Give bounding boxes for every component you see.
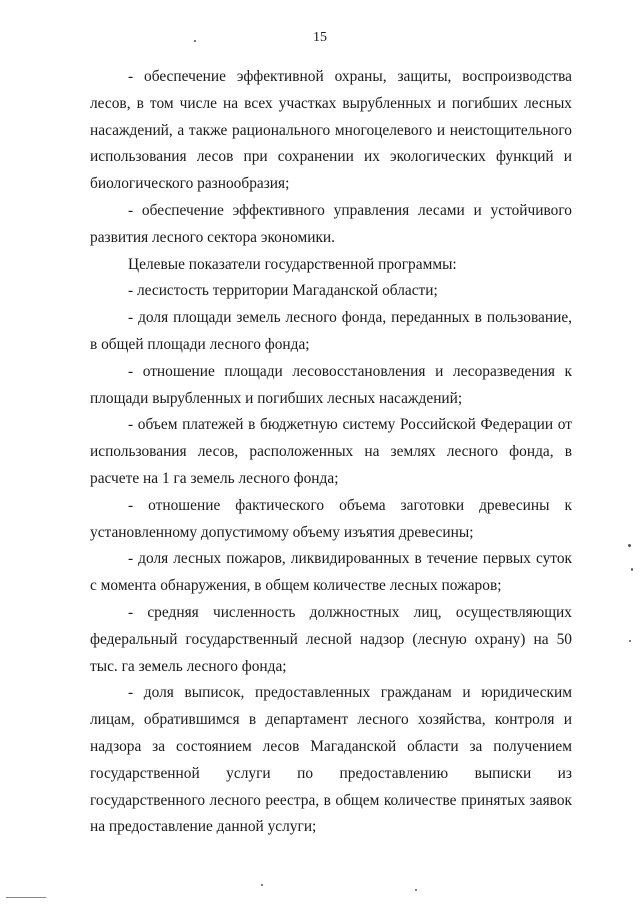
paragraph-forest-management: - обеспечение эффективного управления лесами и устойчивого развития лесного сектора экономики. (90, 201, 572, 246)
scan-speck (415, 889, 417, 891)
paragraph-land-use-share: - доля площади земель лесного фонда, переданных в пользование, в общей площади лесного фонда; (90, 309, 572, 353)
paragraph-supervision-staff: - средняя численность должностных лиц, осуществляющих федеральный государственный лесной надзор (лесную охрану) на 50 тыс. га земель лесного фонда; (90, 603, 572, 675)
paragraph-payments-volume: - объем платежей в бюджетную систему Российской Федерации от использования лесов, расположенных на землях лесного фонда, в расчете на 1 га земель лесного фонда; (90, 416, 572, 487)
paragraph-fires-share: - доля лесных пожаров, ликвидированных в течение первых суток с момента обнаружения, в общем количестве лесных пожаров; (90, 550, 572, 595)
scan-speck (631, 568, 633, 571)
paragraph-reforestation-ratio: - отношение площади лесовосстановления и лесоразведения к площади вырубленных и погибших лесных насаждений; (90, 362, 572, 407)
scan-speck (629, 640, 631, 642)
paragraph-registry-extracts: - доля выписок, предоставленных гражданам и юридическим лицам, обратившимся в департамент лесного хозяйства, контроля и надзора за состоянием лесов Магаданской области за получением государственной услуги по предоставлению выписки из государственного лесного реестра, в общем количестве принятых заявок на предоставление данной услуги; (90, 684, 572, 836)
scan-speck (628, 544, 631, 547)
scan-speck (194, 40, 196, 42)
page-number: 15 (313, 30, 327, 45)
paragraph-targets-heading: Целевые показатели государственной программы: (128, 255, 457, 273)
scan-speck (261, 884, 263, 886)
paragraph-forest-cover: - лесистость территории Магаданской области; (128, 282, 438, 300)
scan-edge-mark (6, 897, 46, 898)
paragraph-timber-harvest-ratio: - отношение фактического объема заготовки древесины к установленному допустимому объему изъятия древесины; (90, 496, 572, 541)
document-body (90, 64, 572, 841)
paragraph-forest-protection: - обеспечение эффективной охраны, защиты, воспроизводства лесов, в том числе на всех участках вырубленных и погибших лесных насаждений, а также рационального многоцелевого и неистощительного использования лесов при сохранении их экологических функций и биологического разнообразия; (90, 68, 572, 193)
